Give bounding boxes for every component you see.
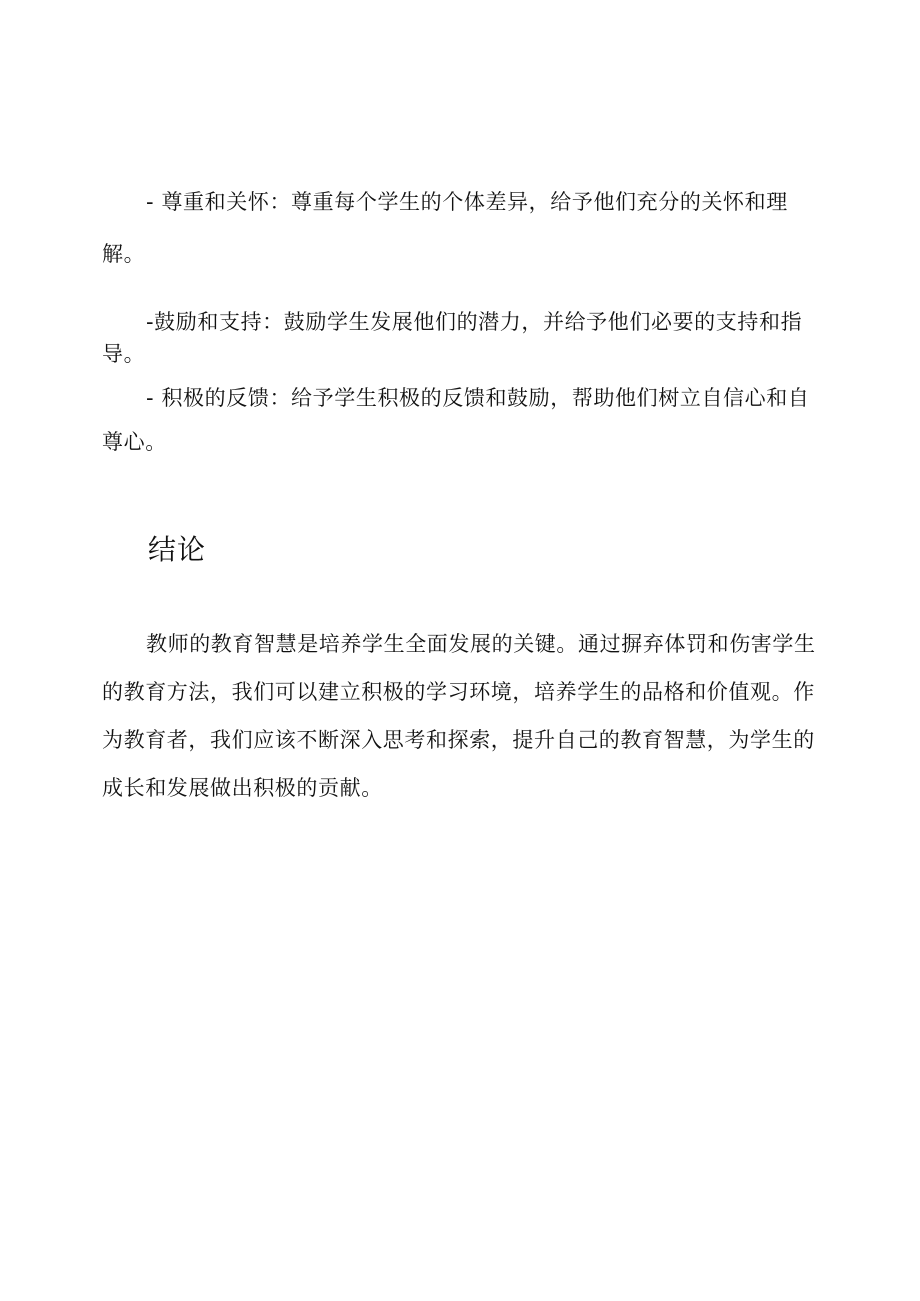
list-item-encouragement: -鼓励和支持：鼓励学生发展他们的潜力，并给予他们必要的支持和指导。 bbox=[102, 310, 803, 366]
conclusion-heading: 结论 bbox=[148, 533, 207, 566]
list-item-feedback: - 积极的反馈：给予学生积极的反馈和鼓励，帮助他们树立自信心和自尊心。 bbox=[102, 386, 810, 454]
list-item-respect: - 尊重和关怀：尊重每个学生的个体差异，给予他们充分的关怀和理解。 bbox=[102, 190, 788, 266]
conclusion-paragraph: 教师的教育智慧是培养学生全面发展的关键。通过摒弃体罚和伤害学生的教育方法，我们可以建立积极的学习环境，培养学生的品格和价值观。作为教育者，我们应该不断深入思考和探索，提升自己的教育智慧，为学生的成长和发展做出积极的贡献。 bbox=[102, 632, 816, 800]
